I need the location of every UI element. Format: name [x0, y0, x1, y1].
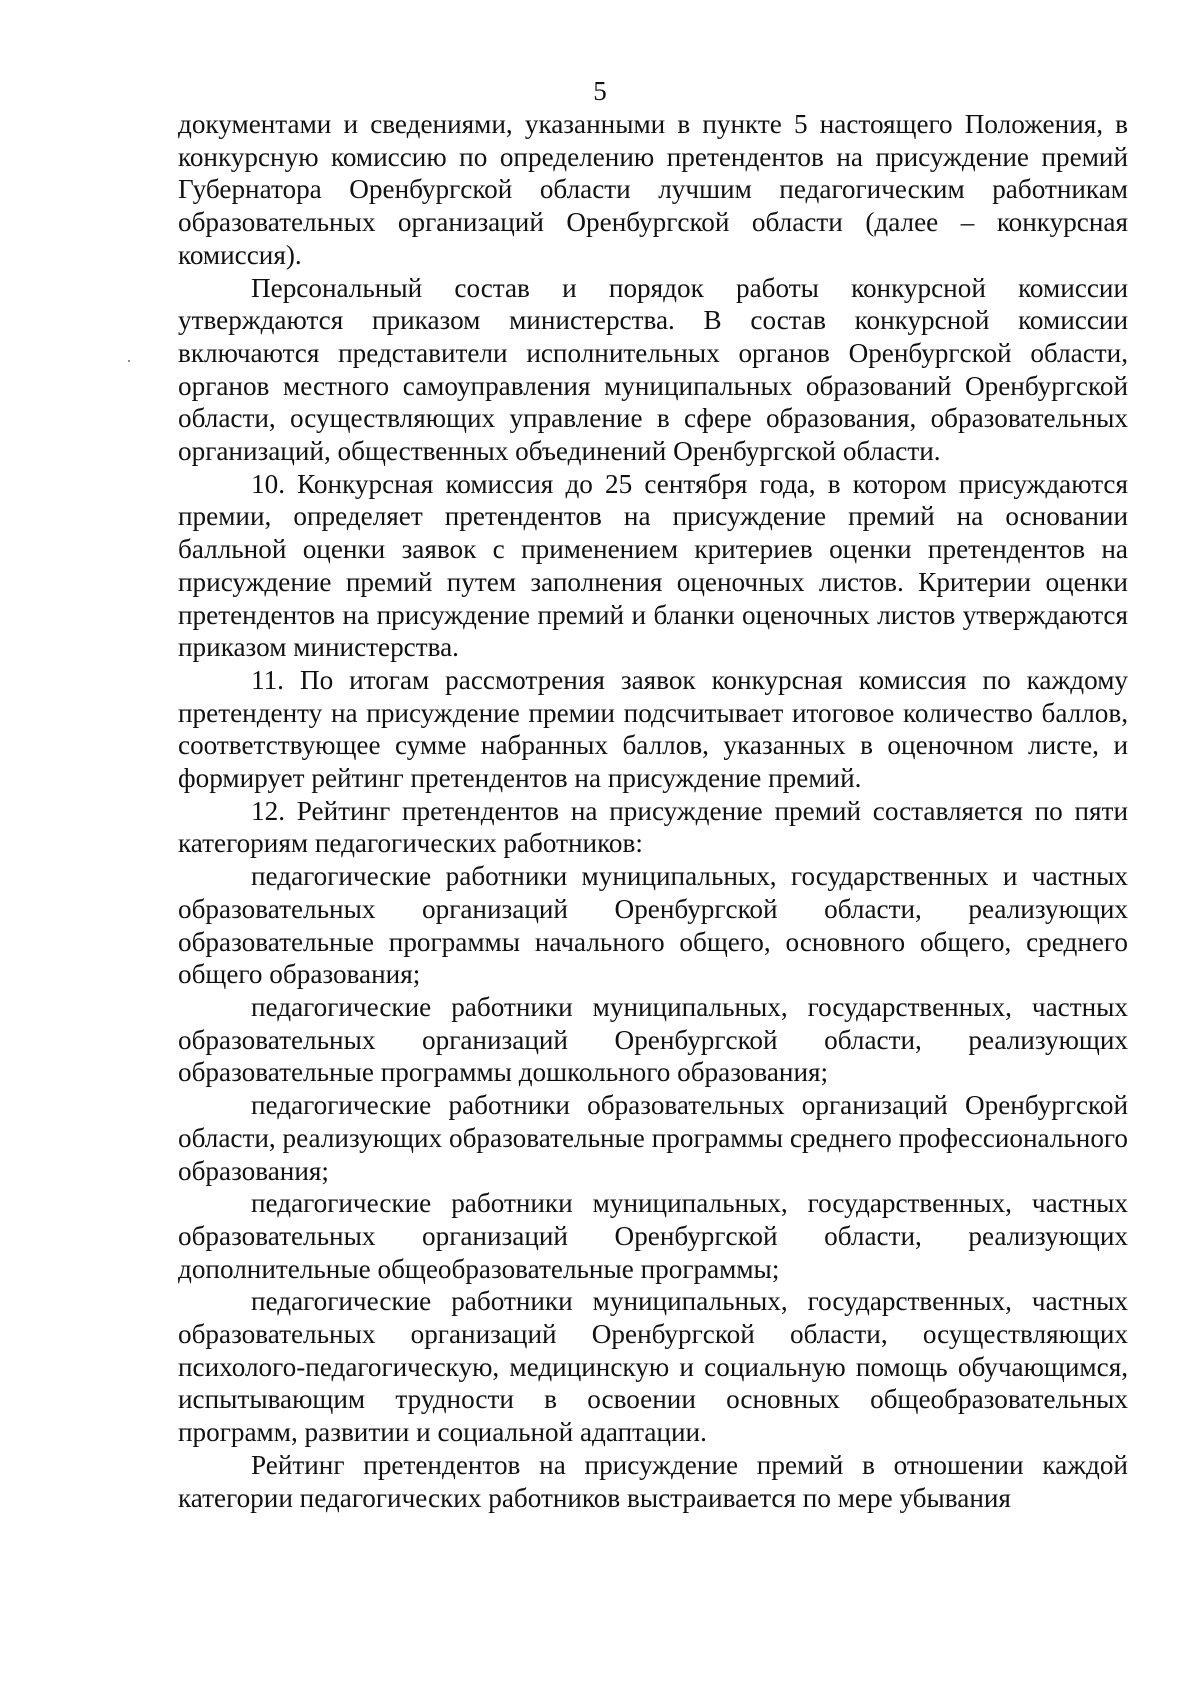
category-item-preschool: педагогические работники муниципальных, государственных, частных образовательных организаций Оренбургской области, реализующих образовательные программы дошкольного образования; [178, 991, 1128, 1088]
paragraph-commission-composition: Персональный состав и порядок работы конкурсной комиссии утверждаются приказом министерства. В состав конкурсной комиссии включаются представители исполнительных органов Оренбургской области, органов местного самоуправления муниципальных образований Оренбургской области, осуществляющих управление в сфере образования, образовательных организаций, общественных объединений Оренбургской области. [178, 272, 1128, 467]
category-item-general-education: педагогические работники муниципальных, государственных и частных образовательных организаций Оренбургской области, реализующих образовательные программы начального общего, основного общего, среднего общего образования; [178, 861, 1128, 990]
paragraph-item-10: 10. Конкурсная комиссия до 25 сентября года, в котором присуждаются премии, определяет претендентов на присуждение премий на основании балльной оценки заявок с применением критериев оценки претендентов на присуждение премий путем заполнения оценочных листов. Критерии оценки претендентов на присуждение премий и бланки оценочных листов утверждаются приказом министерства. [178, 468, 1128, 663]
paragraph-rating-order: Рейтинг претендентов на присуждение премий в отношении каждой категории педагогических работников выстраивается по мере убывания [178, 1449, 1128, 1513]
document-body [178, 108, 1128, 1514]
scan-speck [128, 360, 130, 362]
category-item-vocational: педагогические работники образовательных организаций Оренбургской области, реализующих образовательные программы среднего профессионального образования; [178, 1090, 1128, 1186]
category-item-psychological-support: педагогические работники муниципальных, государственных, частных образовательных организаций Оренбургской области, осуществляющих психолого-педагогическую, медицинскую и социальную помощь обучающимся, испытывающим трудности в освоении основных общеобразовательных программ, развитии и социальной адаптации. [178, 1286, 1128, 1448]
paragraph-item-11: 11. По итогам рассмотрения заявок конкурсная комиссия по каждому претенденту на присуждение премии подсчитывает итоговое количество баллов, соответствующее сумме набранных баллов, указанных в оценочном листе, и формирует рейтинг претендентов на присуждение премий. [178, 664, 1128, 794]
paragraph-continuation: документами и сведениями, указанными в пункте 5 настоящего Положения, в конкурсную комиссию по определению претендентов на присуждение премий Губернатора Оренбургской области лучшим педагогическим работникам образовательных организаций Оренбургской области (далее – конкурсная комиссия). [178, 109, 1128, 270]
category-item-additional-education: педагогические работники муниципальных, государственных, частных образовательных организаций Оренбургской области, реализующих дополнительные общеобразовательные программы; [178, 1188, 1128, 1284]
page-number: 5 [593, 76, 607, 106]
paragraph-item-12: 12. Рейтинг претендентов на присуждение премий составляется по пяти категориям педагогических работников: [178, 795, 1128, 859]
